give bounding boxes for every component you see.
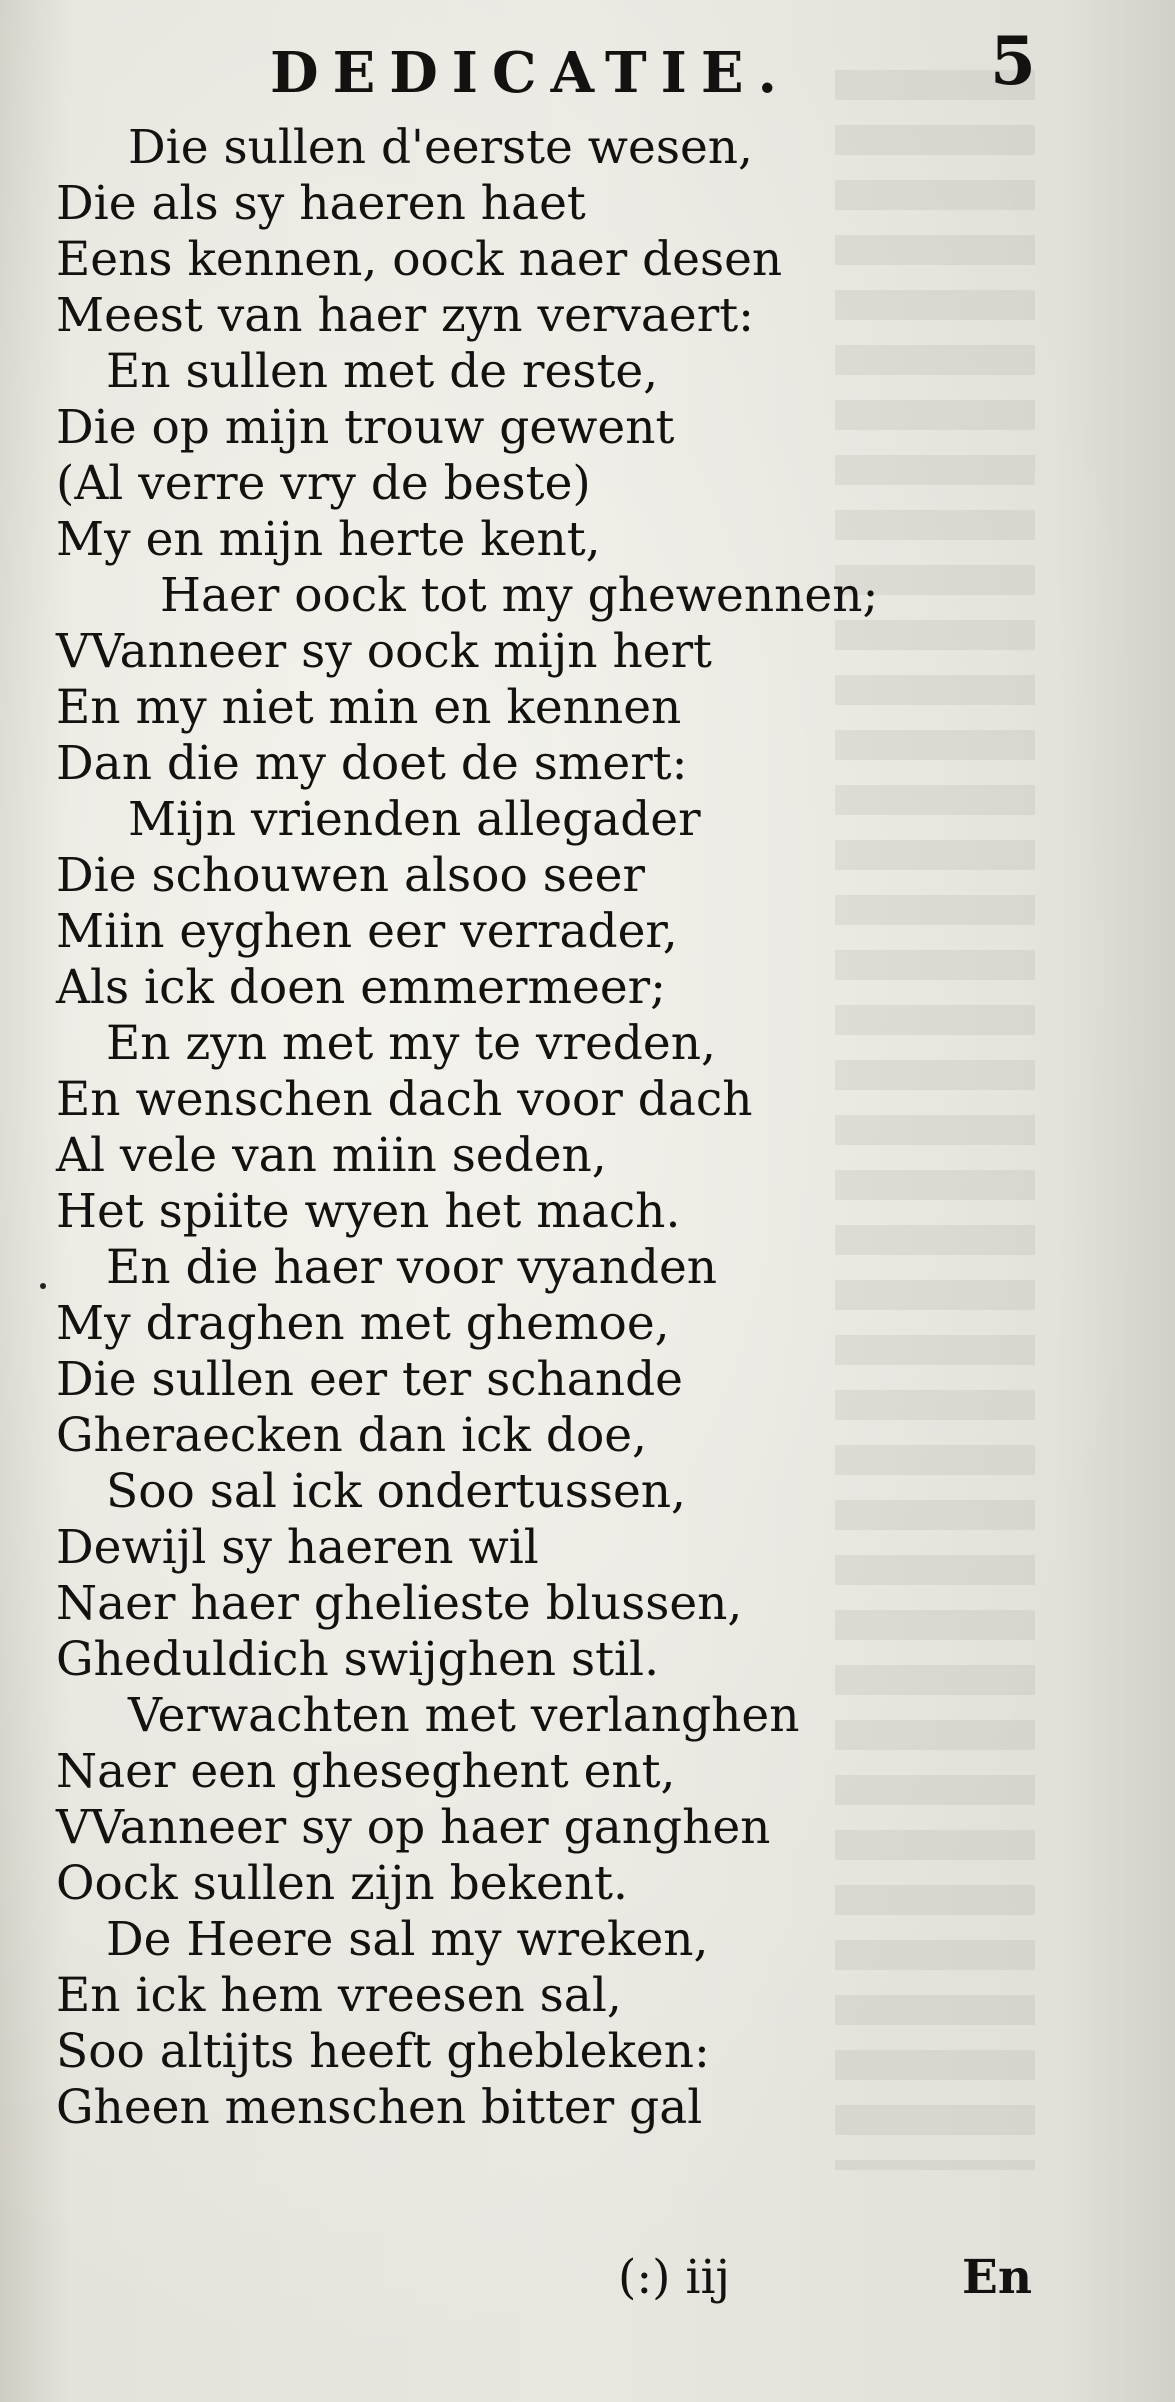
poem-line: Haer oock tot my ghewennen; bbox=[160, 568, 879, 623]
poem-line: VVanneer sy op haer ganghen bbox=[56, 1800, 771, 1855]
poem-line: Soo sal ick ondertussen, bbox=[106, 1464, 686, 1519]
poem-line: Dan die my doet de smert: bbox=[56, 736, 688, 791]
poem-line: En zyn met my te vreden, bbox=[106, 1016, 716, 1071]
poem-line: En die haer voor vyanden bbox=[106, 1240, 718, 1295]
poem-line: VVanneer sy oock mijn hert bbox=[56, 624, 712, 679]
poem-line: Al vele van miin seden, bbox=[56, 1128, 607, 1183]
poem-line: De Heere sal my wreken, bbox=[106, 1912, 709, 1967]
poem-line: Naer een gheseghent ent, bbox=[56, 1744, 676, 1799]
poem-line: My draghen met ghemoe, bbox=[56, 1296, 670, 1351]
poem-line: Dewijl sy haeren wil bbox=[56, 1520, 539, 1575]
poem-line: En ick hem vreesen sal, bbox=[56, 1968, 622, 2023]
poem-line: (Al verre vry de beste) bbox=[56, 456, 591, 511]
poem-line: Als ick doen emmermeer; bbox=[56, 960, 666, 1015]
poem-line: Oock sullen zijn bekent. bbox=[56, 1856, 628, 1911]
poem-body bbox=[0, 120, 1040, 2136]
catchword: En bbox=[962, 2250, 1032, 2305]
poem-line: Soo altijts heeft ghebleken: bbox=[56, 2024, 710, 2079]
poem-line: En my niet min en kennen bbox=[56, 680, 682, 735]
poem-line: Gheen menschen bitter gal bbox=[56, 2080, 703, 2135]
poem-line: Gheraecken dan ick doe, bbox=[56, 1408, 647, 1463]
poem-line: En wenschen dach voor dach bbox=[56, 1072, 753, 1127]
poem-line: My en mijn herte kent, bbox=[56, 512, 601, 567]
page-header-title: DEDICATIE. bbox=[270, 40, 792, 106]
poem-line: Mijn vrienden allegader bbox=[128, 792, 701, 847]
signature-mark: (:) iij bbox=[618, 2250, 731, 2305]
poem-line: Die als sy haeren haet bbox=[56, 176, 586, 231]
poem-line: Die sullen d'eerste wesen, bbox=[128, 120, 753, 175]
ink-spot bbox=[40, 1283, 46, 1289]
poem-line: En sullen met de reste, bbox=[106, 344, 659, 399]
poem-line: Verwachten met verlanghen bbox=[128, 1688, 800, 1743]
poem-line: Gheduldich swijghen stil. bbox=[56, 1632, 660, 1687]
poem-line: Die sullen eer ter schande bbox=[56, 1352, 683, 1407]
poem-line: Die schouwen alsoo seer bbox=[56, 848, 645, 903]
page-number: 5 bbox=[990, 22, 1036, 100]
poem-line: Miin eyghen eer verrader, bbox=[56, 904, 678, 959]
poem-line: Naer haer ghelieste blussen, bbox=[56, 1576, 743, 1631]
poem-line: Meest van haer zyn vervaert: bbox=[56, 288, 754, 343]
poem-line: Eens kennen, oock naer desen bbox=[56, 232, 783, 287]
poem-line: Het spiite wyen het mach. bbox=[56, 1184, 681, 1239]
poem-line: Die op mijn trouw gewent bbox=[56, 400, 675, 455]
